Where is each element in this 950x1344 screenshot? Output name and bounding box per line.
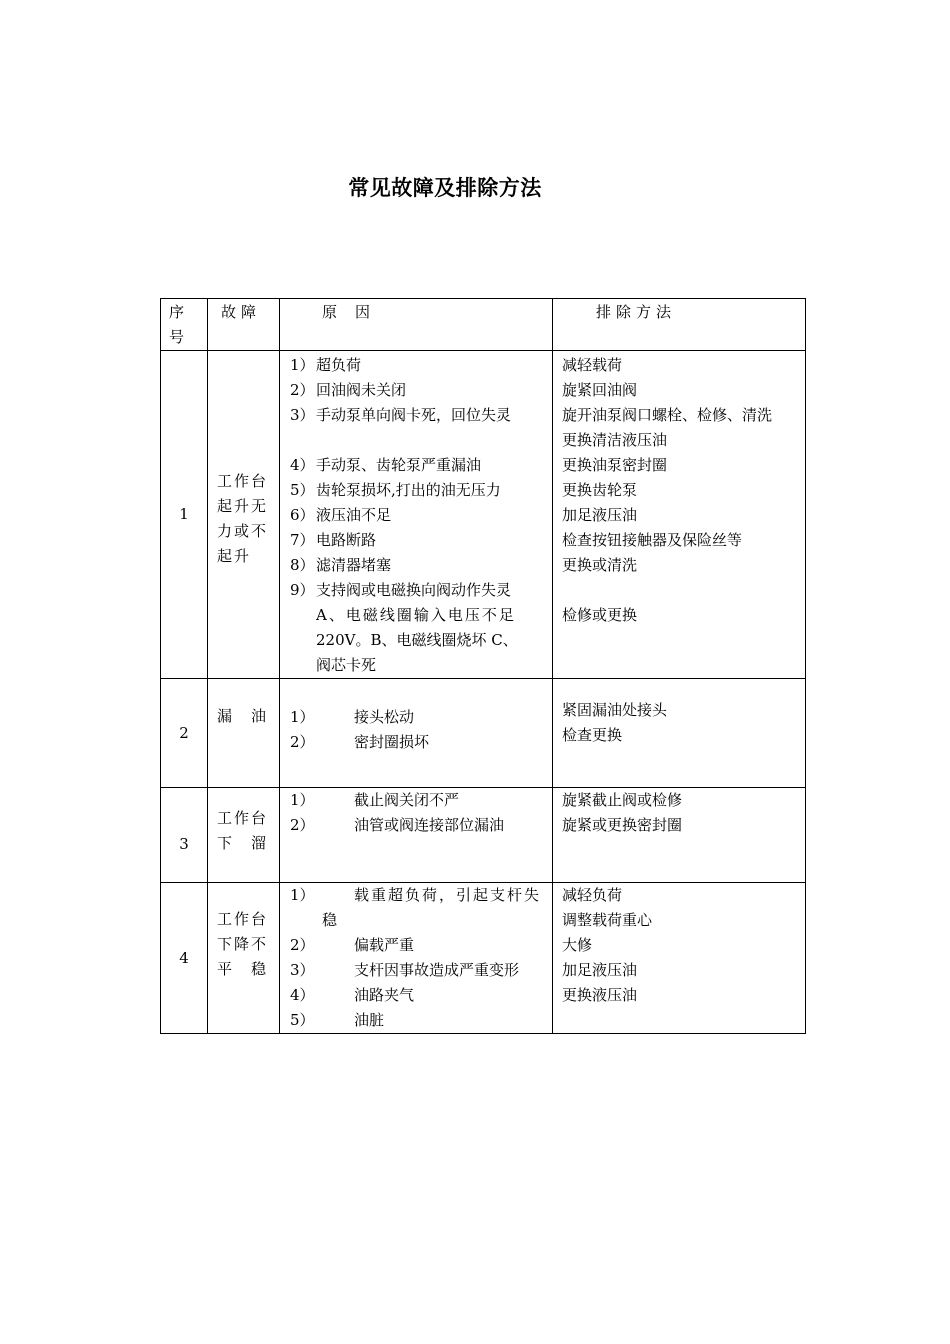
fault-cell: 工作台 起升无 力或不 起升 [208, 351, 280, 679]
fix-cell [553, 883, 806, 1034]
page-title: 常见故障及排除方法 [348, 175, 542, 200]
list-item: 8）滤清器堵塞 [290, 556, 392, 574]
list-item: 旋紧回油阀 [562, 381, 638, 399]
cause-cell [280, 679, 553, 788]
table-row [161, 883, 806, 1034]
list-item: 4）手动泵、齿轮泵严重漏油 [290, 456, 482, 474]
list-item: 1）超负荷 [290, 356, 362, 374]
list-item: 加足液压油 [562, 506, 638, 524]
fault-cell: 漏 油 [208, 679, 280, 788]
list-item: 更换或清洗 [562, 556, 638, 574]
list-item: 更换清洁液压油 [562, 431, 668, 449]
list-item: 6）液压油不足 [290, 506, 392, 524]
list-item: 4） 油路夹气 [290, 986, 415, 1004]
list-item: 更换油泵密封圈 [562, 456, 668, 474]
fault-table [160, 298, 806, 1034]
list-item: 大修 [562, 936, 593, 954]
list-item: 减轻载荷 [562, 356, 623, 374]
list-item: 5）齿轮泵损坏,打出的油无压力 [290, 481, 501, 499]
table-row [161, 679, 806, 788]
list-item: 加足液压油 [562, 961, 638, 979]
header-fix: 排除方法 [553, 299, 806, 351]
list-item: 2） 密封圈损坏 [290, 733, 430, 751]
list-item: 减轻负荷 [562, 886, 623, 904]
list-item: 3） 支杆因事故造成严重变形 [290, 961, 520, 979]
table-row [161, 788, 806, 883]
list-item-continuation: 220V。B、电磁线圈烧坏 C、 [316, 631, 518, 649]
list-item: 9）支持阀或电磁换向阀动作失灵 [290, 581, 512, 599]
fix-cell [553, 679, 806, 788]
list-item-continuation: 稳 [322, 911, 338, 929]
list-item: 1） 截止阀关闭不严 [290, 791, 460, 809]
list-item: 1） 接头松动 [290, 708, 415, 726]
header-no: 序号 [161, 299, 208, 351]
list-item: 紧固漏油处接头 [562, 701, 668, 719]
table-row [161, 351, 806, 679]
table-header-row [161, 299, 806, 351]
list-item: 检查更换 [562, 726, 623, 744]
list-item: 5） 油脏 [290, 1011, 385, 1029]
list-item: 检修或更换 [562, 606, 638, 624]
cause-cell [280, 788, 553, 883]
list-item: 2） 油管或阀连接部位漏油 [290, 816, 505, 834]
list-item-continuation: A、电磁线圈输入电压不足 [316, 606, 516, 624]
list-item: 2）回油阀未关闭 [290, 381, 407, 399]
list-item: 1） 载重超负荷，引起支杆失 [290, 886, 542, 904]
list-item: 调整载荷重心 [562, 911, 653, 929]
list-item-continuation: 阀芯卡死 [316, 656, 377, 674]
list-item: 更换齿轮泵 [562, 481, 638, 499]
list-item: 3）手动泵单向阀卡死，回位失灵 [290, 406, 512, 424]
header-fault: 故障 [208, 299, 280, 351]
cause-cell [280, 351, 553, 679]
list-item: 检查按钮接触器及保险丝等 [562, 531, 743, 549]
fault-cell: 工作台 下 溜 [208, 788, 280, 883]
row-number: 1 [161, 351, 208, 679]
header-cause: 原 因 [280, 299, 553, 351]
fix-cell [553, 788, 806, 883]
row-number: 2 [161, 679, 208, 788]
row-number: 4 [161, 883, 208, 1034]
list-item: 2） 偏载严重 [290, 936, 415, 954]
list-item: 旋紧截止阀或检修 [562, 791, 683, 809]
list-item: 旋紧或更换密封圈 [562, 816, 683, 834]
cause-cell [280, 883, 553, 1034]
fix-cell [553, 351, 806, 679]
row-number: 3 [161, 788, 208, 883]
list-item: 更换液压油 [562, 986, 638, 1004]
list-item: 7）电路断路 [290, 531, 377, 549]
fault-cell: 工作台 下降不 平 稳 [208, 883, 280, 1034]
list-item: 旋开油泵阀口螺栓、检修、清洗 [562, 406, 773, 424]
